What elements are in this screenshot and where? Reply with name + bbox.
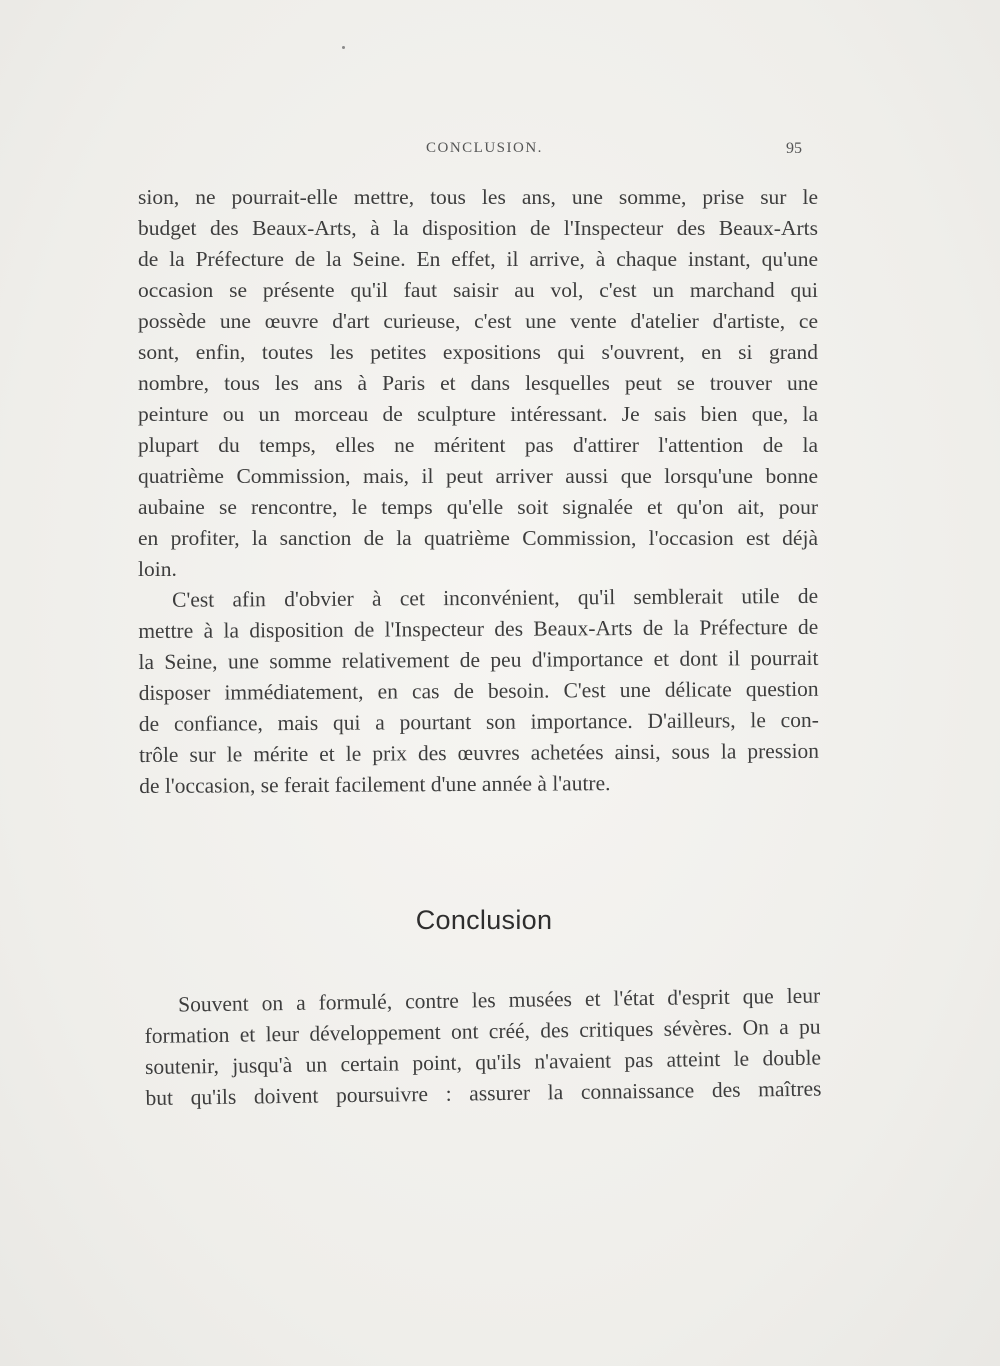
text-line: Souvent on a formulé, contre les musées et l'état d'esprit que leur [178,983,821,1017]
text-line: aubaine se rencontre, le temps qu'elle soit signalée et qu'on ait, pour [138,495,818,519]
text-line: possède une œuvre d'art curieuse, c'est une vente d'atelier d'artiste, ce [138,309,818,333]
text-line: de la Préfecture de la Seine. En effet, il arrive, à chaque instant, qu'une [138,247,818,271]
running-head [0,140,1000,164]
paragraph-3 [144,981,822,1114]
ink-speck [342,46,345,49]
text-line: soutenir, jusqu'à un certain point, qu'ils n'avaient pas atteint le double [144,1045,822,1079]
text-line: budget des Beaux-Arts, à la disposition de l'Inspecteur des Beaux-Arts [138,216,818,240]
section-heading: Conclusion [415,905,553,935]
text-line: disposer immédiatement, en cas de besoin. C'est une délicate question [138,676,819,705]
text-line: mettre à la disposition de l'Inspecteur des Beaux-Arts de la Préfecture de [138,614,819,643]
text-line: quatrième Commission, mais, il peut arriver aussi que lorsqu'une bonne [138,464,818,488]
text-line: peinture ou un morceau de sculpture intéressant. Je sais bien que, la [138,402,818,426]
text-line: formation et leur développement ont créé, des critiques sévères. On a pu [144,1014,821,1048]
text-line: de l'occasion, se ferait facilement d'une année à l'autre. [139,771,611,798]
text-line: la Seine, une somme relativement de peu d'importance et dont il pourrait [138,645,819,674]
text-line: loin. [138,557,177,581]
text-line: sion, ne pourrait-elle mettre, tous les ans, une somme, prise sur le [138,185,818,209]
text-line: en profiter, la sanction de la quatrième Commission, l'occasion est déjà [138,526,818,550]
running-title: CONCLUSION. [426,140,543,156]
paragraph-2 [138,581,819,802]
text-line: de confiance, mais qui a pourtant son importance. D'ailleurs, le con- [138,707,819,736]
text-line: nombre, tous les ans à Paris et dans lesquelles peut se trouver une [138,371,818,395]
page-number: 95 [786,140,802,157]
paragraph-1 [138,182,818,585]
text-line: C'est afin d'obvier à cet inconvénient, qu'il semblerait utile de [172,583,819,612]
text-line: sont, enfin, toutes les petites expositions qui s'ouvrent, en si grand [138,340,818,364]
text-line: trôle sur le mérite et le prix des œuvres achetées ainsi, sous la pression [138,738,820,767]
text-line: occasion se présente qu'il faut saisir au vol, c'est un marchand qui [138,278,818,302]
text-line: but qu'ils doivent poursuivre : assurer la connaissance des maîtres [145,1076,822,1110]
text-line: plupart du temps, elles ne méritent pas d'attirer l'attention de la [138,433,818,457]
